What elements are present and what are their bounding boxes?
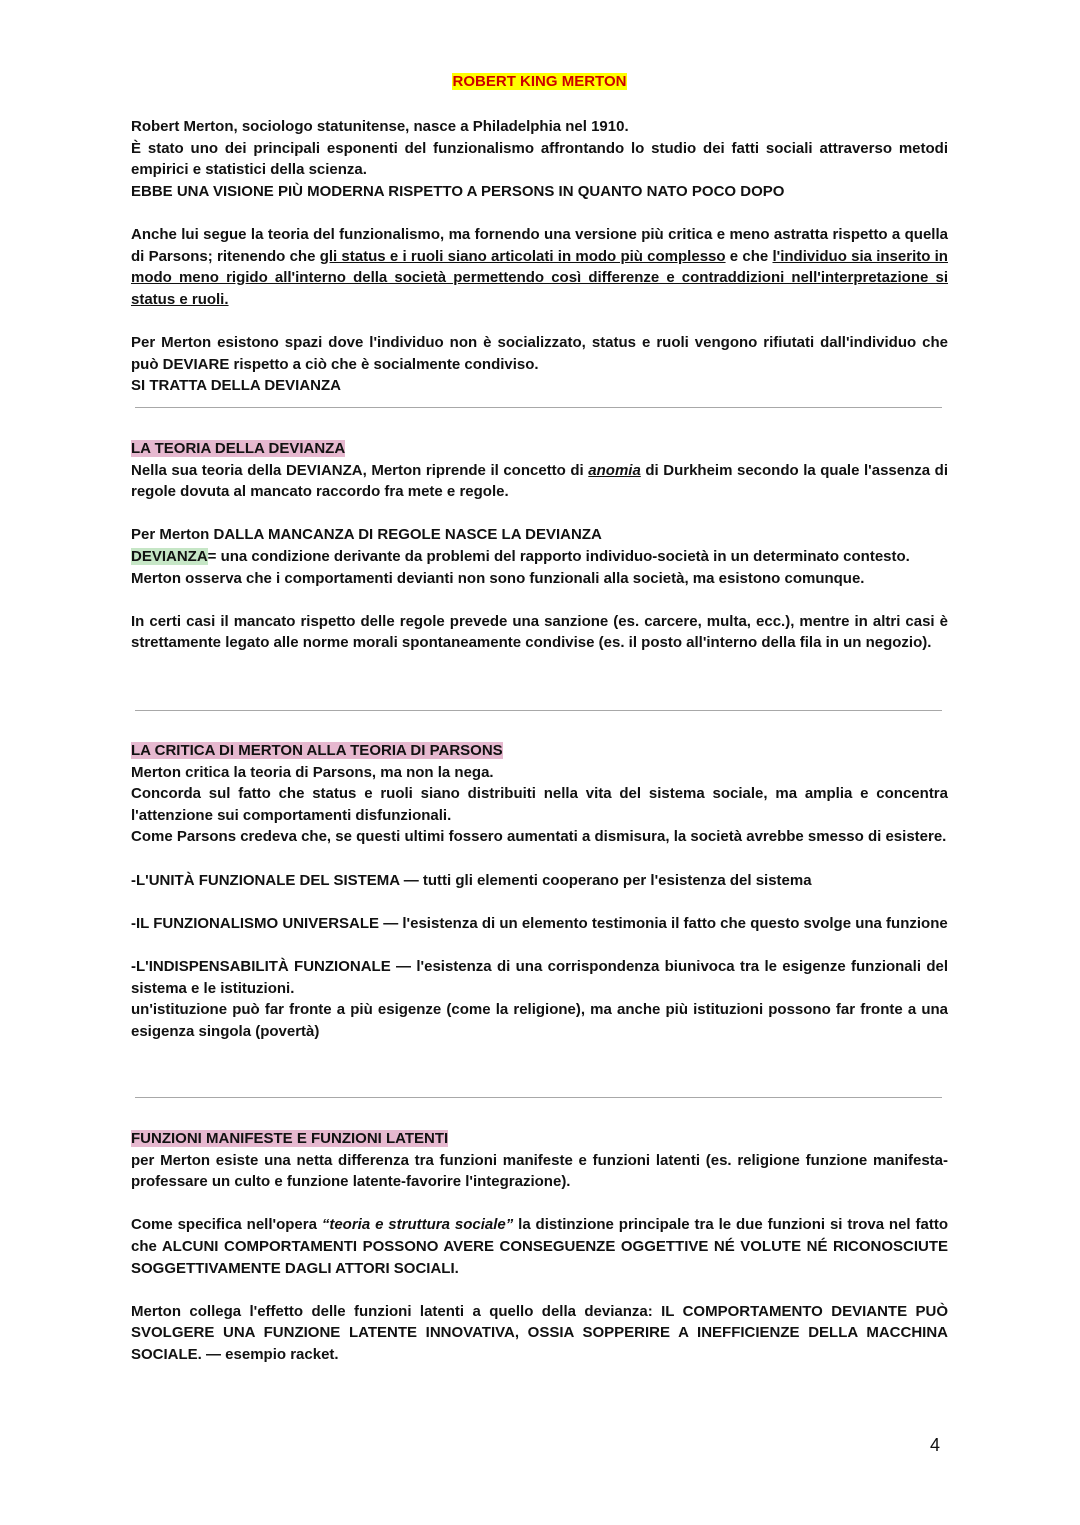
section-paragraph: Concorda sul fatto che status e ruoli siano distribuiti nella vita del sistema sociale, ma amplia e concentra l'attenzione sui comportamenti disfunzionali. (131, 785, 948, 824)
section-paragraph: Per Merton DALLA MANCANZA DI REGOLE NASCE LA DEVIANZA (131, 526, 602, 544)
section-divider (135, 407, 942, 408)
section-paragraph: In certi casi il mancato rispetto delle regole prevede una sanzione (es. carcere, multa, ecc.), mentre in altri casi è strettamente legato alle norme morali spontaneamente condivise (es. il posto all'interno della fila in un negozio). (131, 612, 948, 652)
devianza-section (131, 438, 948, 654)
section-heading: FUNZIONI MANIFESTE E FUNZIONI LATENTI (131, 1130, 449, 1147)
section-paragraph: Merton osserva che i comportamenti devianti non sono funzionali alla società, ma esistono comunque. (131, 569, 865, 587)
underlined-text: gli status e i ruoli siano articolati in modo più complesso (319, 247, 726, 265)
list-item: -IL FUNZIONALISMO UNIVERSALE — l'esistenza di un elemento testimonia il fatto che questo svolge una funzione (131, 914, 948, 932)
critica-section (131, 740, 948, 1042)
section-paragraph: un'istituzione può far fronte a più esigenze (come la religione), ma anche più istituzioni possono far fronte a una esigenza singola (povertà) (131, 1001, 948, 1040)
section-paragraph: Merton collega l'effetto delle funzioni latenti a quello della devianza: IL COMPORTAMENTO DEVIANTE PUÒ SVOLGERE UNA FUNZIONE LATENTE INNOVATIVA, OSSIA SOPPERIRE A INEFFICIENZE DELLA MACCHINA SOCIALE. — esempio racket. (131, 1302, 948, 1363)
document-title: ROBERT KING MERTON (452, 73, 627, 90)
list-item: -L'INDISPENSABILITÀ FUNZIONALE — l'esistenza di una corrispondenza biunivoca tra le esigenze funzionali del sistema e le istituzioni. (131, 957, 948, 997)
intro-paragraph: Anche lui segue la teoria del funzionalismo, ma fornendo una versione più critica e meno astratta rispetto a quella di Parsons; ritenendo che gli status e i ruoli siano articolati in modo più complesso e che l'individuo sia inserito in modo meno rigido all'interno della società permettendo così differenze e contraddizioni nell'interpretazione si status e ruoli. (131, 225, 948, 308)
list-item: -L'UNITÀ FUNZIONALE DEL SISTEMA — tutti gli elementi cooperano per l'esistenza del sistema (131, 871, 812, 889)
intro-paragraph: Per Merton esistono spazi dove l'individuo non è socializzato, status e ruoli vengono rifiutati dall'individuo che può DEVIARE rispetto a ciò che è socialmente condiviso. (131, 333, 948, 373)
section-paragraph: Merton critica la teoria di Parsons, ma non la nega. (131, 763, 494, 781)
intro-paragraph: È stato uno dei principali esponenti del funzionalismo affrontando lo studio dei fatti sociali attraverso metodi empirici e statistici della scienza. (131, 139, 948, 179)
intro-paragraph: EBBE UNA VISIONE PIÙ MODERNA RISPETTO A PERSONS IN QUANTO NATO POCO DOPO (131, 182, 785, 200)
intro-paragraph: Robert Merton, sociologo statunitense, nasce a Philadelphia nel 1910. (131, 118, 629, 135)
section-paragraph: Come Parsons credeva che, se questi ultimi fossero aumentati a dismisura, la società avrebbe smesso di esistere. (131, 828, 947, 846)
section-paragraph: Nella sua teoria della DEVIANZA, Merton riprende il concetto di anomia di Durkheim secondo la quale l'assenza di regole dovuta al mancato raccordo fra mete e regole. (131, 461, 948, 501)
section-paragraph: per Merton esiste una netta differenza tra funzioni manifeste e funzioni latenti (es. religione funzione manifesta-professare un culto e funzione latente-favorire l'integrazione). (131, 1151, 948, 1191)
definition-paragraph: DEVIANZA= una condizione derivante da problemi del rapporto individuo-società in un determinato contesto. (131, 547, 910, 565)
funzioni-section (131, 1128, 948, 1366)
section-heading: LA CRITICA DI MERTON ALLA TEORIA DI PARSONS (131, 742, 503, 759)
section-divider (135, 1097, 942, 1098)
highlighted-term: DEVIANZA (131, 547, 208, 565)
work-title: “teoria e struttura sociale” (321, 1216, 514, 1234)
section-divider (135, 710, 942, 711)
intro-paragraph: SI TRATTA DELLA DEVIANZA (131, 377, 341, 395)
section-heading: LA TEORIA DELLA DEVIANZA (131, 440, 346, 457)
emphasis-term: anomia (588, 461, 641, 479)
intro-section (131, 116, 948, 397)
section-paragraph: Come specifica nell'opera “teoria e struttura sociale” la distinzione principale tra le due funzioni si trova nel fatto che ALCUNI COMPORTAMENTI POSSONO AVERE CONSEGUENZE OGGETTIVE NÉ VOLUTE NÉ RICONOSCIUTE SOGGETTIVAMENTE DAGLI ATTORI SOCIALI. (131, 1216, 948, 1277)
underlined-text: l'individuo sia inserito in modo meno rigido all'interno della società permettendo così differenze e contraddizioni nell'interpretazione si status e ruoli. (131, 247, 948, 308)
page-number: 4 (930, 1435, 941, 1455)
